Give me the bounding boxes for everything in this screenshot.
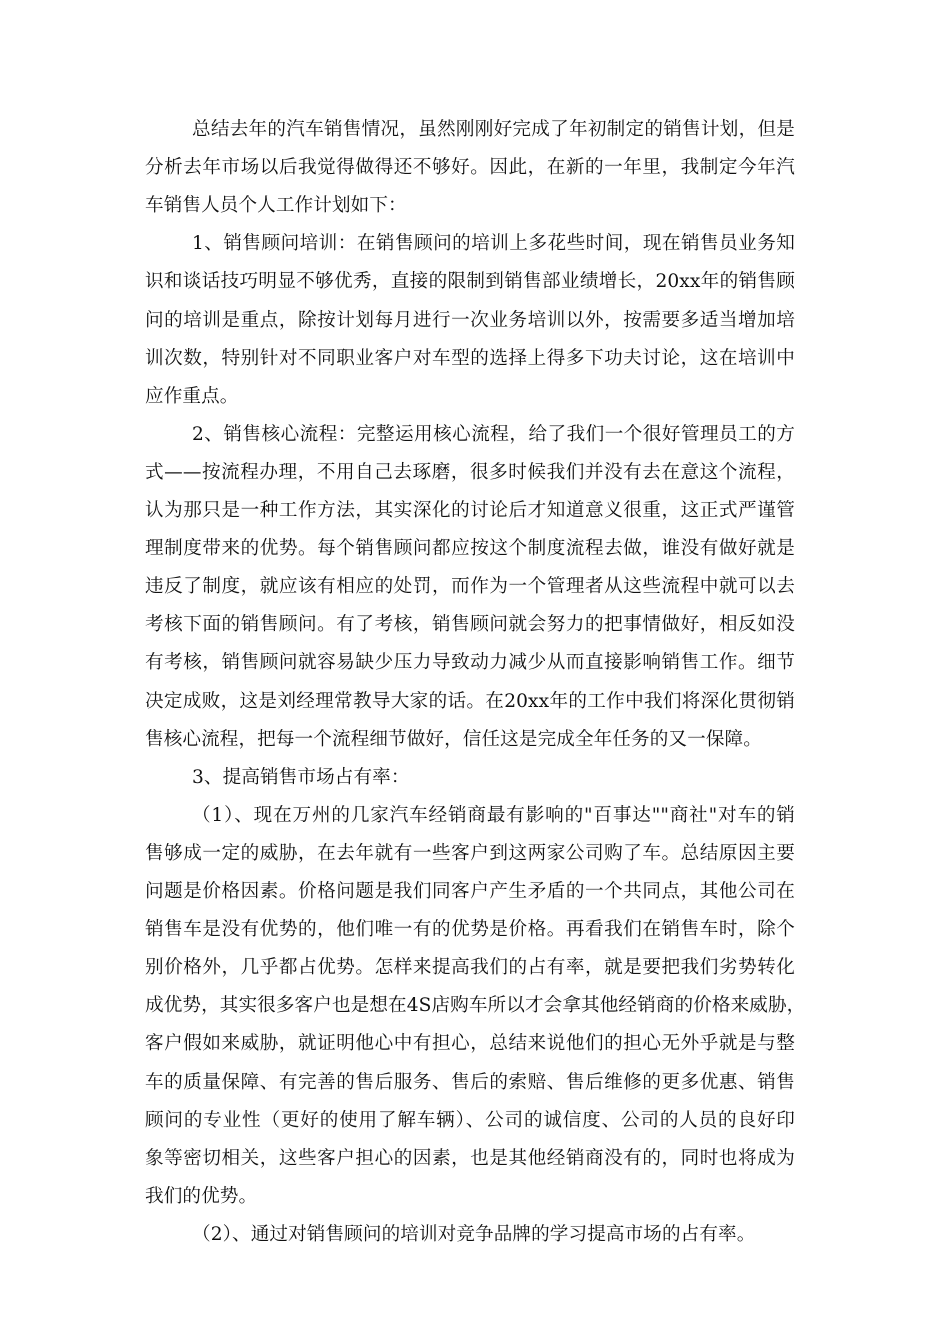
text-line: 成优势，其实很多客户也是想在4S店购车所以才会拿其他经销商的价格来威胁， — [145, 995, 806, 1017]
text-line: 车的质量保障、有完善的售后服务、售后的索赔、售后维修的更多优惠、销售 — [145, 1071, 795, 1093]
text-line: 顾问的专业性（更好的使用了解车辆）、公司的诚信度、公司的人员的良好印 — [145, 1109, 795, 1131]
text-line: 式——按流程办理，不用自己去琢磨，很多时候我们并没有去在意这个流程， — [145, 461, 795, 483]
text-line: 销售车是没有优势的，他们唯一有的优势是价格。再看我们在销售车时，除个 — [145, 919, 795, 941]
text-line: 1、销售顾问培训：在销售顾问的培训上多花些时间，现在销售员业务知 — [192, 233, 795, 255]
text-line: 训次数，特别针对不同职业客户对车型的选择上得多下功夫讨论，这在培训中 — [145, 347, 795, 369]
text-line: 分析去年市场以后我觉得做得还不够好。因此，在新的一年里，我制定今年汽 — [145, 157, 795, 179]
text-line: （2）、通过对销售顾问的培训对竞争品牌的学习提高市场的占有率。 — [192, 1223, 756, 1245]
text-line: 总结去年的汽车销售情况，虽然刚刚好完成了年初制定的销售计划，但是 — [192, 119, 795, 140]
text-line: 问题是价格因素。价格问题是我们同客户产生矛盾的一个共同点，其他公司在 — [145, 881, 795, 902]
text-line: 2、销售核心流程：完整运用核心流程，给了我们一个很好管理员工的方 — [192, 423, 795, 445]
text-line: 售够成一定的威胁，在去年就有一些客户到这两家公司购了车。总结原因主要 — [145, 842, 795, 864]
text-line: 3、提高销售市场占有率： — [192, 766, 410, 788]
text-line: 识和谈话技巧明显不够优秀，直接的限制到销售部业绩增长，20xx年的销售顾 — [145, 271, 795, 293]
text-line: 认为那只是一种工作方法，其实深化的讨论后才知道意义很重，这正式严谨管 — [145, 500, 795, 521]
text-line: 问的培训是重点，除按计划每月进行一次业务培训以外，按需要多适当增加培 — [145, 309, 795, 331]
text-line: 决定成败，这是刘经理常教导大家的话。在20xx年的工作中我们将深化贯彻销 — [145, 690, 795, 712]
text-line: 理制度带来的优势。每个销售顾问都应按这个制度流程去做，谁没有做好就是 — [145, 538, 795, 560]
text-line: 客户假如来威胁，就证明他心中有担心，总结来说他们的担心无外乎就是与整 — [145, 1033, 795, 1055]
text-line: 售核心流程，把每一个流程细节做好，信任这是完成全年任务的又一保障。 — [145, 728, 762, 750]
text-line: 有考核，销售顾问就容易缺少压力导致动力减少从而直接影响销售工作。细节 — [145, 652, 795, 674]
text-line: （1）、现在万州的几家汽车经销商最有影响的"百事达""商社"对车的销 — [192, 804, 795, 826]
text-line: 车销售人员个人工作计划如下： — [145, 195, 407, 217]
text-line: 应作重点。 — [145, 385, 239, 407]
text-line: 违反了制度，就应该有相应的处罚，而作为一个管理者从这些流程中就可以去 — [145, 576, 795, 598]
text-line: 别价格外，几乎都占优势。怎样来提高我们的占有率，就是要把我们劣势转化 — [145, 957, 795, 979]
text-line: 考核下面的销售顾问。有了考核，销售顾问就会努力的把事情做好，相反如没 — [145, 614, 795, 636]
text-line: 我们的优势。 — [145, 1185, 258, 1207]
text-line: 象等密切相关，这些客户担心的因素，也是其他经销商没有的，同时也将成为 — [145, 1147, 795, 1169]
